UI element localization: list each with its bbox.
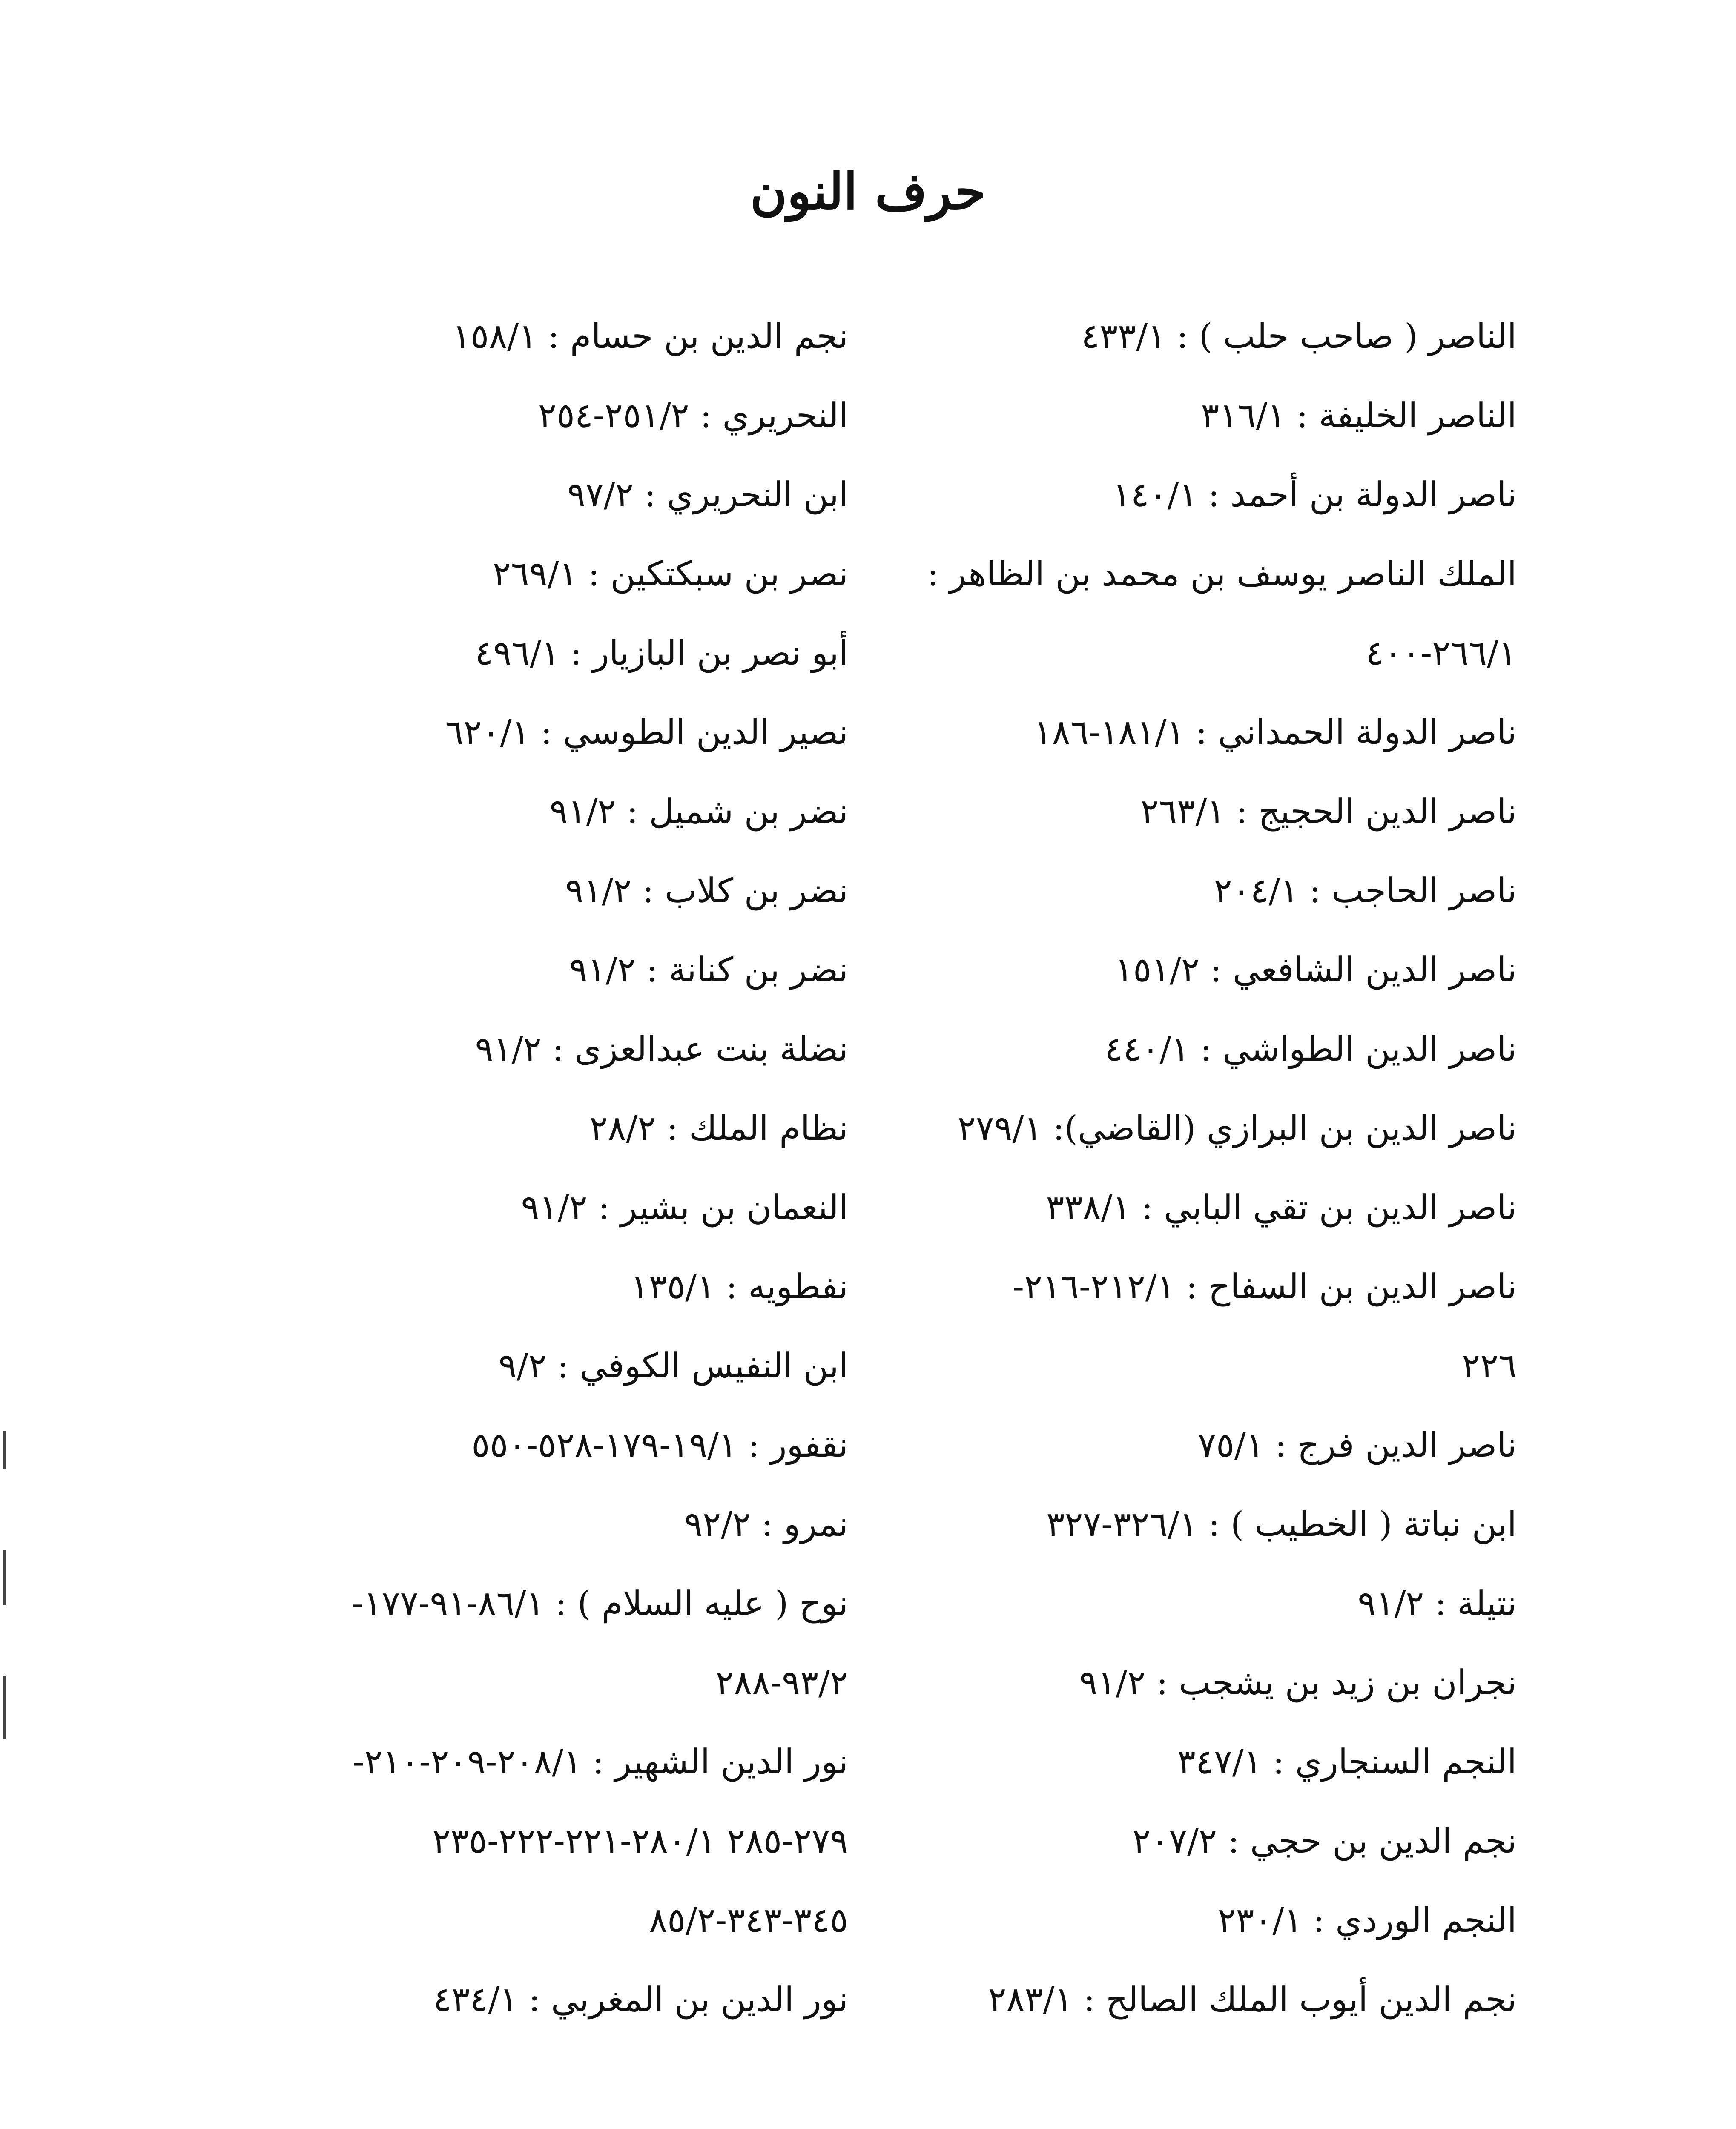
index-entry: ناصر الدين الحجيج : ٢٦٣/١ <box>1140 792 1517 831</box>
index-column-right <box>916 311 1517 2053</box>
index-entry: نور الدين بن المغربي : ٤٣٤/١ <box>433 1980 848 2019</box>
index-entry: ابن النحريري : ٩٧/٢ <box>567 475 848 514</box>
index-entry: ناصر الدين بن السفاح : ٢١٢/١-٢١٦- <box>1013 1267 1517 1306</box>
index-entry: نجم الدين بن حسام : ١٥٨/١ <box>452 316 848 356</box>
index-entry: نمرو : ٩٢/٢ <box>684 1504 848 1544</box>
index-entry: ٢٧٩-٢٨٥ ٢٨٠/١-٢٢١-٢٢٢-٢٣٥ <box>432 1821 848 1861</box>
index-entry: ناصر الحاجب : ٢٠٤/١ <box>1214 871 1517 910</box>
index-entry: الناصر الخليفة : ٣١٦/١ <box>1201 396 1517 435</box>
index-entry: أبو نصر بن البازيار : ٤٩٦/١ <box>475 633 848 673</box>
index-entry: نظام الملك : ٢٨/٢ <box>589 1108 848 1148</box>
index-entry: ٢٦٦/١-٤٠٠ <box>1366 633 1517 673</box>
index-entry: ٣٤٥-٣٤٣-٨٥/٢ <box>649 1900 848 1940</box>
index-entry: ناصر الدولة الحمداني : ١٨١/١-١٨٦ <box>1033 712 1517 752</box>
index-entry: الناصر ( صاحب حلب ) : ٤٣٣/١ <box>1081 316 1517 356</box>
index-entry: نضر بن كنانة : ٩١/٢ <box>569 950 848 990</box>
index-entry: نجم الدين بن حجي : ٢٠٧/٢ <box>1132 1821 1517 1861</box>
index-entry: ناصر الدين بن البرازي (القاضي): ٢٧٩/١ <box>957 1108 1517 1148</box>
margin-mark <box>3 1550 6 1605</box>
index-entry: ٩٣/٢-٢٨٨ <box>715 1663 848 1702</box>
index-entry: نوح ( عليه السلام ) : ٨٦/١-٩١-١٧٧- <box>352 1584 848 1623</box>
index-column-left <box>209 311 848 2053</box>
index-entry: نصير الدين الطوسي : ٦٢٠/١ <box>445 712 848 752</box>
index-entry: نتيلة : ٩١/٢ <box>1357 1584 1517 1623</box>
index-entry: النحريري : ٢٥١/٢-٢٥٤ <box>538 396 848 435</box>
index-entry: نفطويه : ١٣٥/١ <box>630 1267 848 1306</box>
index-entry: نجران بن زيد بن يشجب : ٩١/٢ <box>1079 1663 1517 1702</box>
index-entry: ٢٢٦ <box>1462 1346 1517 1386</box>
index-entry: نضر بن كلاب : ٩١/٢ <box>565 871 848 910</box>
index-entry: نور الدين الشهير : ٢٠٨/١-٢٠٩-٢١٠- <box>353 1742 848 1782</box>
index-entry: الملك الناصر يوسف بن محمد بن الظاهر : <box>927 554 1517 594</box>
index-entry: نصر بن سبكتكين : ٢٦٩/١ <box>492 554 848 594</box>
index-entry: ابن النفيس الكوفي : ٩/٢ <box>498 1346 848 1386</box>
index-entry: نجم الدين أيوب الملك الصالح : ٢٨٣/١ <box>988 1980 1517 2019</box>
index-entry: ناصر الدولة بن أحمد : ١٤٠/١ <box>1112 475 1517 514</box>
index-entry: ناصر الدين الطواشي : ٤٤٠/١ <box>1105 1029 1517 1069</box>
index-entry: ناصر الدين الشافعي : ١٥١/٢ <box>1115 950 1517 990</box>
index-entry: ناصر الدين بن تقي البابي : ٣٣٨/١ <box>1046 1188 1517 1227</box>
margin-mark <box>3 1676 6 1739</box>
page-title: حرف النون <box>750 162 986 221</box>
index-entry: النجم السنجاري : ٣٤٧/١ <box>1177 1742 1517 1782</box>
index-entry: النجم الوردي : ٢٣٠/١ <box>1217 1900 1517 1940</box>
index-entry: نضر بن شميل : ٩١/٢ <box>549 792 848 831</box>
margin-mark <box>3 1431 6 1469</box>
index-entry: ناصر الدين فرج : ٧٥/١ <box>1197 1425 1517 1465</box>
index-entry: النعمان بن بشير : ٩١/٢ <box>521 1188 848 1227</box>
index-entry: نضلة بنت عبدالعزى : ٩١/٢ <box>475 1029 848 1069</box>
index-entry: نقفور : ١٩/١-١٧٩-٥٢٨-٥٥٠ <box>471 1425 848 1465</box>
index-entry: ابن نباتة ( الخطيب ) : ٣٢٦/١-٣٢٧ <box>1046 1504 1517 1544</box>
